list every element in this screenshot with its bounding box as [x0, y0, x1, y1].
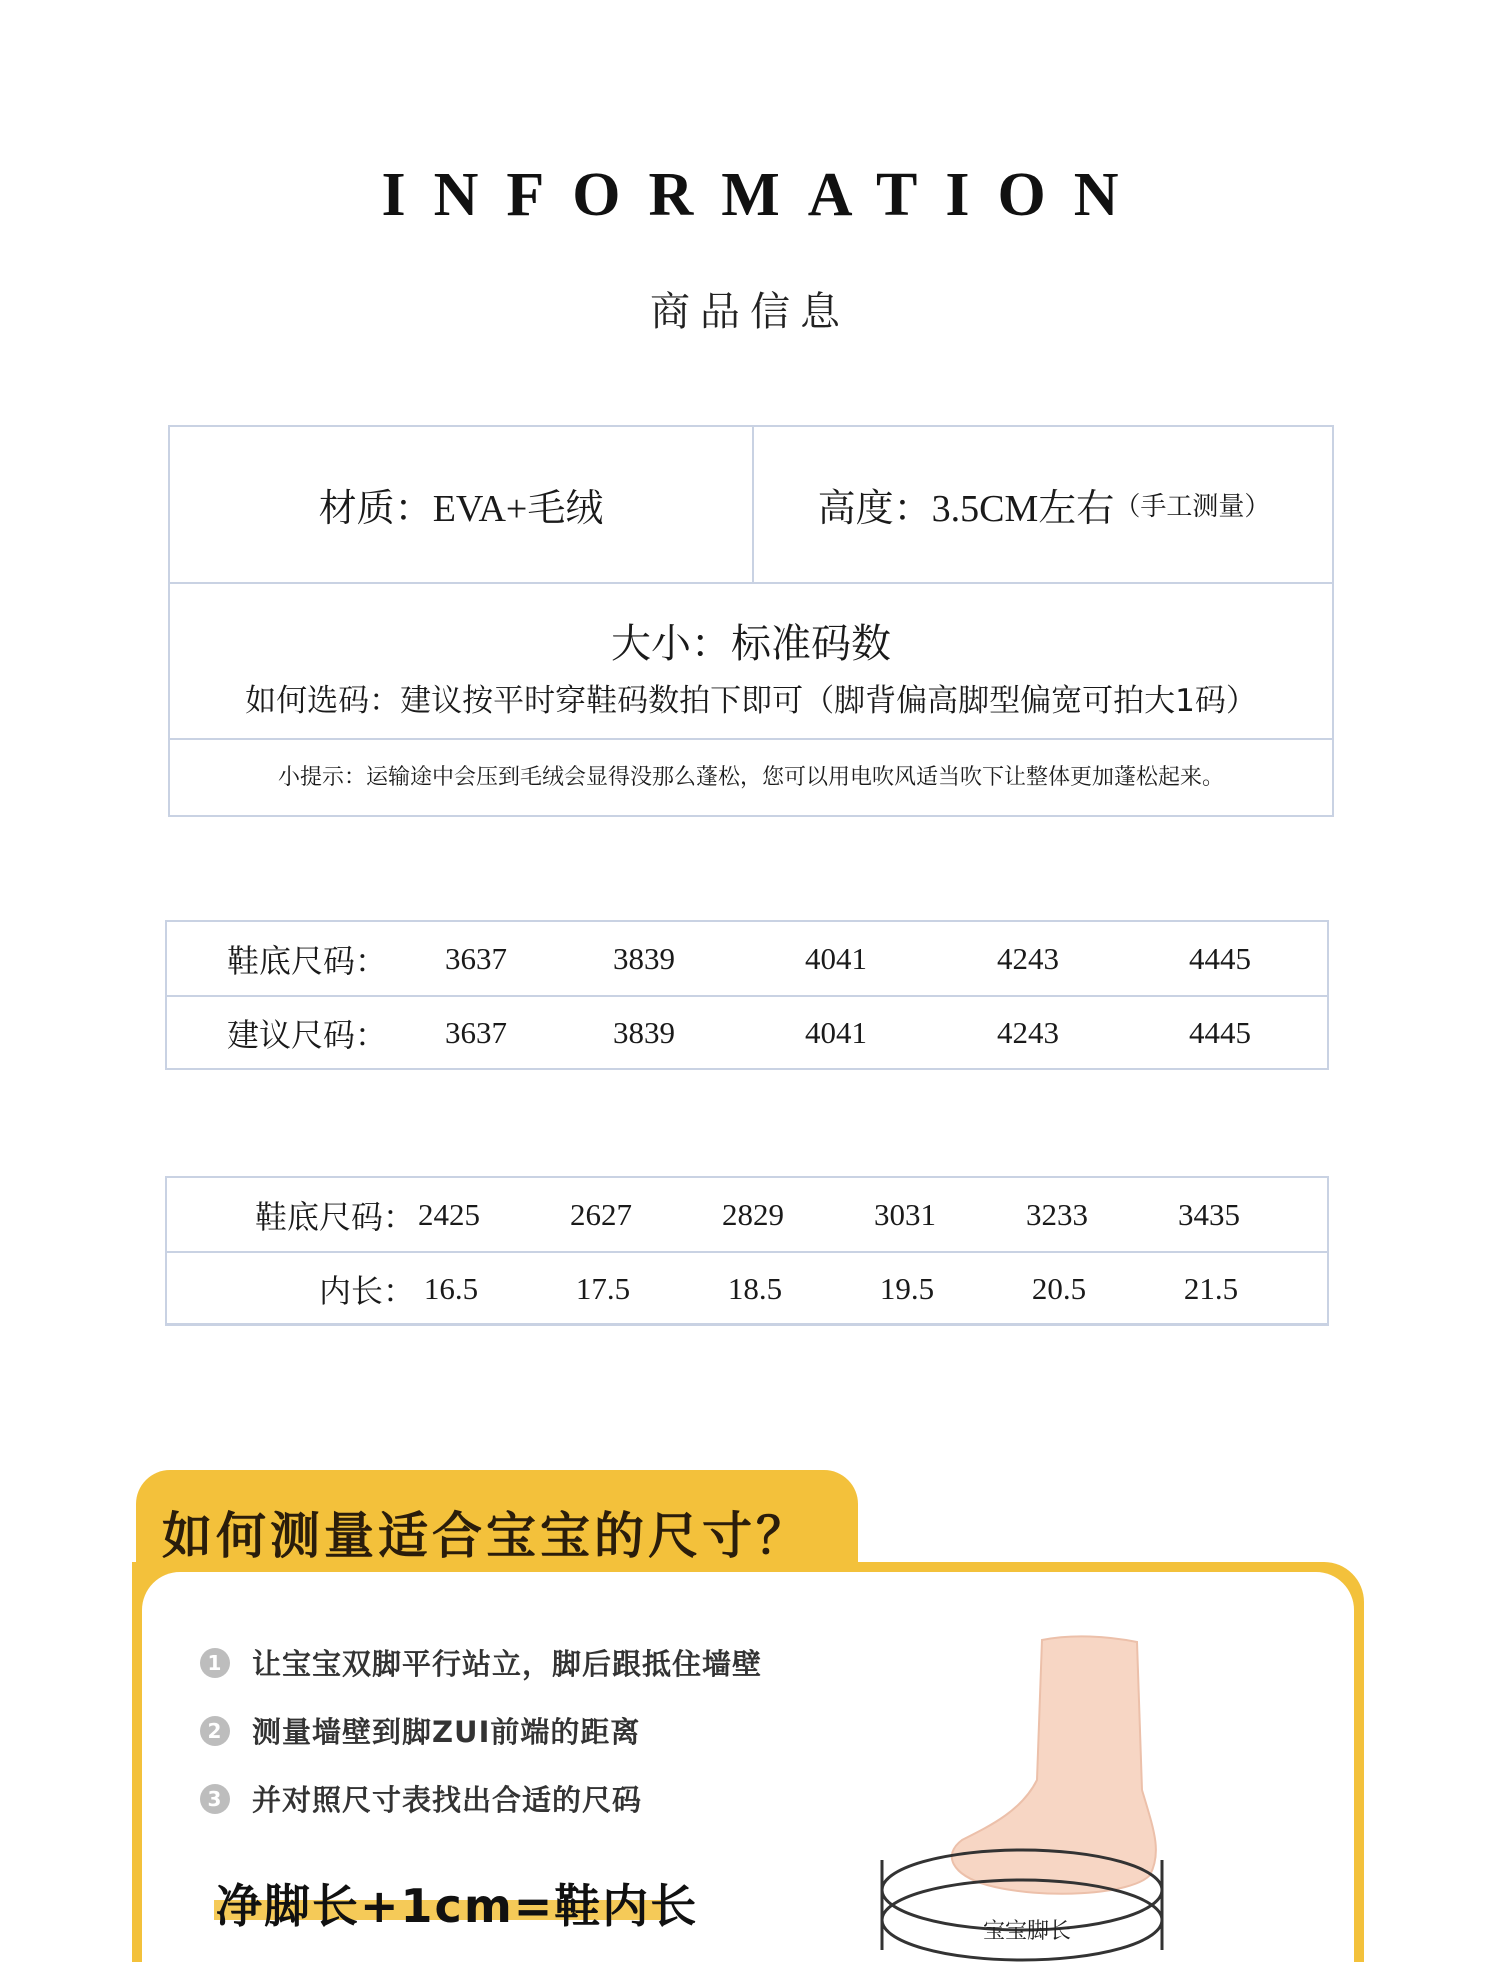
step-number-icon: 2 [200, 1716, 230, 1746]
table-cell: 4445 [1189, 940, 1251, 976]
material-value: EVA+毛绒 [432, 488, 604, 530]
tip-text: 小提示：运输途中会压到毛绒会显得没那么蓬松，您可以用电吹风适当吹下让整体更加蓬松起来。 [277, 765, 1224, 790]
foot-measure-illustration [892, 1620, 1292, 1944]
foot-length-label: 宝宝脚长 [982, 1919, 1072, 1944]
material-label: 材质： [318, 486, 433, 530]
foot-icon [952, 1636, 1156, 1893]
table-cell: 3637 [445, 1014, 507, 1050]
material-cell [170, 427, 752, 582]
size-table-kids [165, 1176, 1329, 1326]
table-cell: 3637 [445, 940, 507, 976]
table-cell: 2829 [722, 1196, 784, 1232]
table-cell: 4041 [805, 1014, 867, 1050]
step-text: 让宝宝双脚平行站立，脚后跟抵住墙壁 [252, 1647, 763, 1681]
table-row [167, 1251, 1327, 1324]
guide-step [200, 1710, 640, 1751]
table-cell: 3435 [1178, 1196, 1240, 1232]
table-cell: 3031 [874, 1196, 936, 1232]
table-cell: 20.5 [1031, 1270, 1087, 1306]
row-label: 鞋底尺码： [255, 1197, 416, 1236]
table-cell: 3839 [613, 940, 675, 976]
table-row [167, 995, 1327, 1068]
table-cell: 4243 [997, 940, 1059, 976]
table-cell: 3839 [613, 1014, 675, 1050]
divider [170, 582, 1332, 584]
page-title-cn: 商品信息 [650, 289, 850, 335]
divider [170, 738, 1332, 740]
step-text: 并对照尺寸表找出合适的尺码 [252, 1783, 643, 1817]
row-label: 鞋底尺码： [227, 941, 388, 980]
guide-step [200, 1642, 762, 1683]
row-label: 内长： [319, 1271, 416, 1310]
row-label: 建议尺码： [227, 1015, 388, 1054]
table-row [167, 1178, 1327, 1251]
size-table-adult [165, 920, 1329, 1070]
table-cell: 17.5 [575, 1270, 631, 1306]
size-title: 大小：标准码数 [611, 621, 891, 667]
guide-step [200, 1778, 642, 1819]
table-cell: 4243 [997, 1014, 1059, 1050]
table-cell: 2627 [570, 1196, 632, 1232]
guide-heading: 如何测量适合宝宝的尺寸？ [162, 1507, 810, 1565]
step-number-icon: 1 [200, 1648, 230, 1678]
height-cell [754, 427, 1334, 582]
step-number-icon: 3 [200, 1784, 230, 1814]
size-howto: 如何选码：建议按平时穿鞋码数拍下即可（脚背偏高脚型偏宽可拍大1码） [245, 683, 1257, 719]
table-cell: 19.5 [879, 1270, 935, 1306]
table-cell: 2425 [418, 1196, 480, 1232]
measure-guide [132, 1470, 1364, 1944]
formula-text: 净脚长+1cm=鞋内长 [216, 1879, 699, 1933]
table-cell: 21.5 [1183, 1270, 1239, 1306]
table-cell: 18.5 [727, 1270, 783, 1306]
page-title-en: INFORMATION [381, 161, 1147, 229]
table-cell: 4041 [805, 940, 867, 976]
product-info-box [168, 425, 1334, 817]
step-text: 测量墙壁到脚ZUI前端的距离 [252, 1715, 641, 1749]
table-cell: 4445 [1189, 1014, 1251, 1050]
table-cell: 3233 [1026, 1196, 1088, 1232]
table-row [167, 922, 1327, 995]
table-cell: 16.5 [423, 1270, 479, 1306]
height-label: 高度： [817, 486, 932, 530]
height-note: （手工测量） [1114, 492, 1271, 522]
height-value: 3.5CM左右 [931, 488, 1115, 530]
